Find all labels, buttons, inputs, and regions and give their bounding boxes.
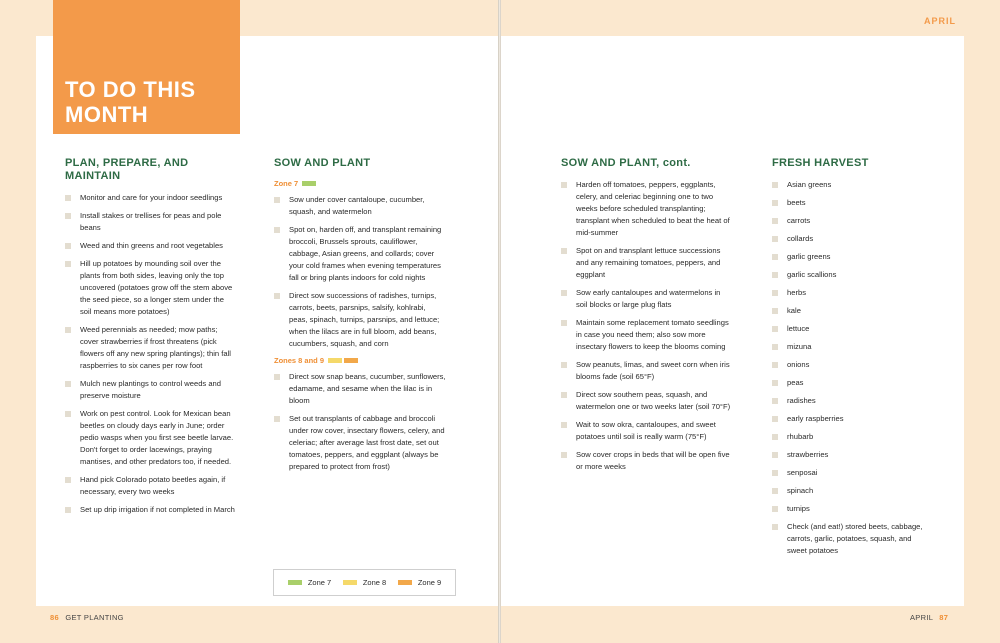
legend-zone8-swatch [343, 580, 357, 585]
legend-zone8-label: Zone 8 [362, 578, 387, 587]
zone89-list [274, 371, 446, 473]
list-item: turnips [772, 503, 932, 515]
list-item: radishes [772, 395, 932, 407]
list-item: Sow peanuts, limas, and sweet corn when iris blooms fade (soil 65°F) [561, 359, 733, 383]
page-title: TO DO THIS MONTH [65, 77, 196, 127]
list-item: Install stakes or trellises for peas and pole beans [65, 210, 237, 234]
legend-zone9-label: Zone 9 [417, 578, 442, 587]
footer-right-text: APRIL [910, 613, 933, 622]
title-box [53, 0, 240, 134]
plan-heading: PLAN, PREPARE, AND MAINTAIN [65, 157, 189, 182]
zone-legend [273, 569, 456, 596]
legend-zone9-swatch [398, 580, 412, 585]
list-item: Wait to sow okra, cantaloupes, and sweet potatoes until soil is really warm (75°F) [561, 419, 733, 443]
zone9-swatch [344, 358, 358, 363]
legend-zone7-label: Zone 7 [307, 578, 332, 587]
book-gutter [498, 0, 501, 643]
legend-zone8 [343, 578, 386, 587]
list-item: carrots [772, 215, 932, 227]
sow-cont-heading: SOW AND PLANT, cont. [561, 157, 691, 169]
list-item: peas [772, 377, 932, 389]
running-head: APRIL [924, 16, 956, 26]
footer-right [910, 613, 952, 622]
plan-list [65, 192, 237, 516]
list-item: Weed and thin greens and root vegetables [65, 240, 237, 252]
legend-zone7-swatch [288, 580, 302, 585]
list-item: mizuna [772, 341, 932, 353]
legend-zone9 [398, 578, 441, 587]
list-item: Direct sow southern peas, squash, and watermelon one or two weeks later (soil 70°F) [561, 389, 733, 413]
list-item: Sow cover crops in beds that will be open five or more weeks [561, 449, 733, 473]
list-item: Hill up potatoes by mounding soil over the plants from both sides, leaving only the top uncovered (potatoes grow off the stem above the seed piece, so a longer stem under the soil means more potatoes) [65, 258, 237, 318]
sow-cont-list [561, 179, 733, 473]
zone7-list [274, 194, 446, 350]
list-item: lettuce [772, 323, 932, 335]
list-item: early raspberries [772, 413, 932, 425]
list-item: Sow under cover cantaloupe, cucumber, squash, and watermelon [274, 194, 446, 218]
zone7-label-text: Zone 7 [274, 179, 299, 188]
list-item: rhubarb [772, 431, 932, 443]
list-item: Direct sow snap beans, cucumber, sunflowers, edamame, and sesame when the lilac is in bloom [274, 371, 446, 407]
list-item: Hand pick Colorado potato beetles again, if necessary, every two weeks [65, 474, 237, 498]
sow-column [274, 157, 446, 479]
list-item: Maintain some replacement tomato seedlings in case you need them; also sow more insectary flowers to keep the blooms coming [561, 317, 733, 353]
list-item: Direct sow successions of radishes, turnips, carrots, beets, parsnips, salsify, kohlrabi, peas, spinach, turnips, parsnips, and lettuce; when the lilacs are in full bloom, add beans, cucumbers, squash, and corn [274, 290, 446, 350]
list-item: Check (and eat!) stored beets, cabbage, carrots, garlic, potatoes, squash, and sweet potatoes [772, 521, 932, 557]
zone8-swatch [328, 358, 342, 363]
page-number-right: 87 [939, 613, 949, 622]
list-item: Monitor and care for your indoor seedlings [65, 192, 237, 204]
list-item: Asian greens [772, 179, 932, 191]
zone7-swatch [302, 181, 316, 186]
list-item: spinach [772, 485, 932, 497]
sow-cont-column [561, 157, 733, 479]
list-item: Harden off tomatoes, peppers, eggplants, celery, and celeriac beginning one to two weeks before scheduled transplanting; transplant when scheduled to beat the heat of mid-summer [561, 179, 733, 239]
list-item: Sow early cantaloupes and watermelons in soil blocks or large plug flats [561, 287, 733, 311]
footer-left [46, 613, 124, 622]
harvest-column [772, 157, 932, 563]
harvest-list [772, 179, 932, 557]
list-item: herbs [772, 287, 932, 299]
harvest-heading: FRESH HARVEST [772, 157, 869, 169]
list-item: garlic scallions [772, 269, 932, 281]
zone89-label-text: Zones 8 and 9 [274, 356, 325, 365]
list-item: collards [772, 233, 932, 245]
legend-zone7 [288, 578, 331, 587]
list-item: kale [772, 305, 932, 317]
sow-heading: SOW AND PLANT [274, 157, 371, 169]
zone7-label [274, 179, 446, 188]
zone89-label [274, 356, 446, 365]
list-item: Weed perennials as needed; mow paths; cover strawberries if frost threatens (pick flowers off any new spring plantings); thin fall raspberries to six canes per row foot [65, 324, 237, 372]
list-item: garlic greens [772, 251, 932, 263]
list-item: beets [772, 197, 932, 209]
list-item: Spot on and transplant lettuce successions and any remaining tomatoes, peppers, and eggplant [561, 245, 733, 281]
list-item: Work on pest control. Look for Mexican bean beetles on cloudy days early in June; order pedio wasps when you first see beetle larvae. Don't forget to order lacewings, praying mantises, and other predators too, if needed. [65, 408, 237, 468]
list-item: Spot on, harden off, and transplant remaining broccoli, Brussels sprouts, cauliflower, cabbage, Asian greens, and collards; cover your cold frames when evening temperatures fall or bring plants indoors for cold nights [274, 224, 446, 284]
list-item: onions [772, 359, 932, 371]
list-item: Set out transplants of cabbage and broccoli under row cover, insectary flowers, celery, and celeriac; after average last frost date, set out tomatoes, peppers, and eggplant (always be prepared to protect from frost) [274, 413, 446, 473]
list-item: Set up drip irrigation if not completed in March [65, 504, 237, 516]
list-item: Mulch new plantings to control weeds and preserve moisture [65, 378, 237, 402]
list-item: strawberries [772, 449, 932, 461]
page-number-left: 86 [50, 613, 59, 622]
plan-column [65, 157, 237, 522]
footer-left-text: GET PLANTING [65, 613, 124, 622]
list-item: senposai [772, 467, 932, 479]
